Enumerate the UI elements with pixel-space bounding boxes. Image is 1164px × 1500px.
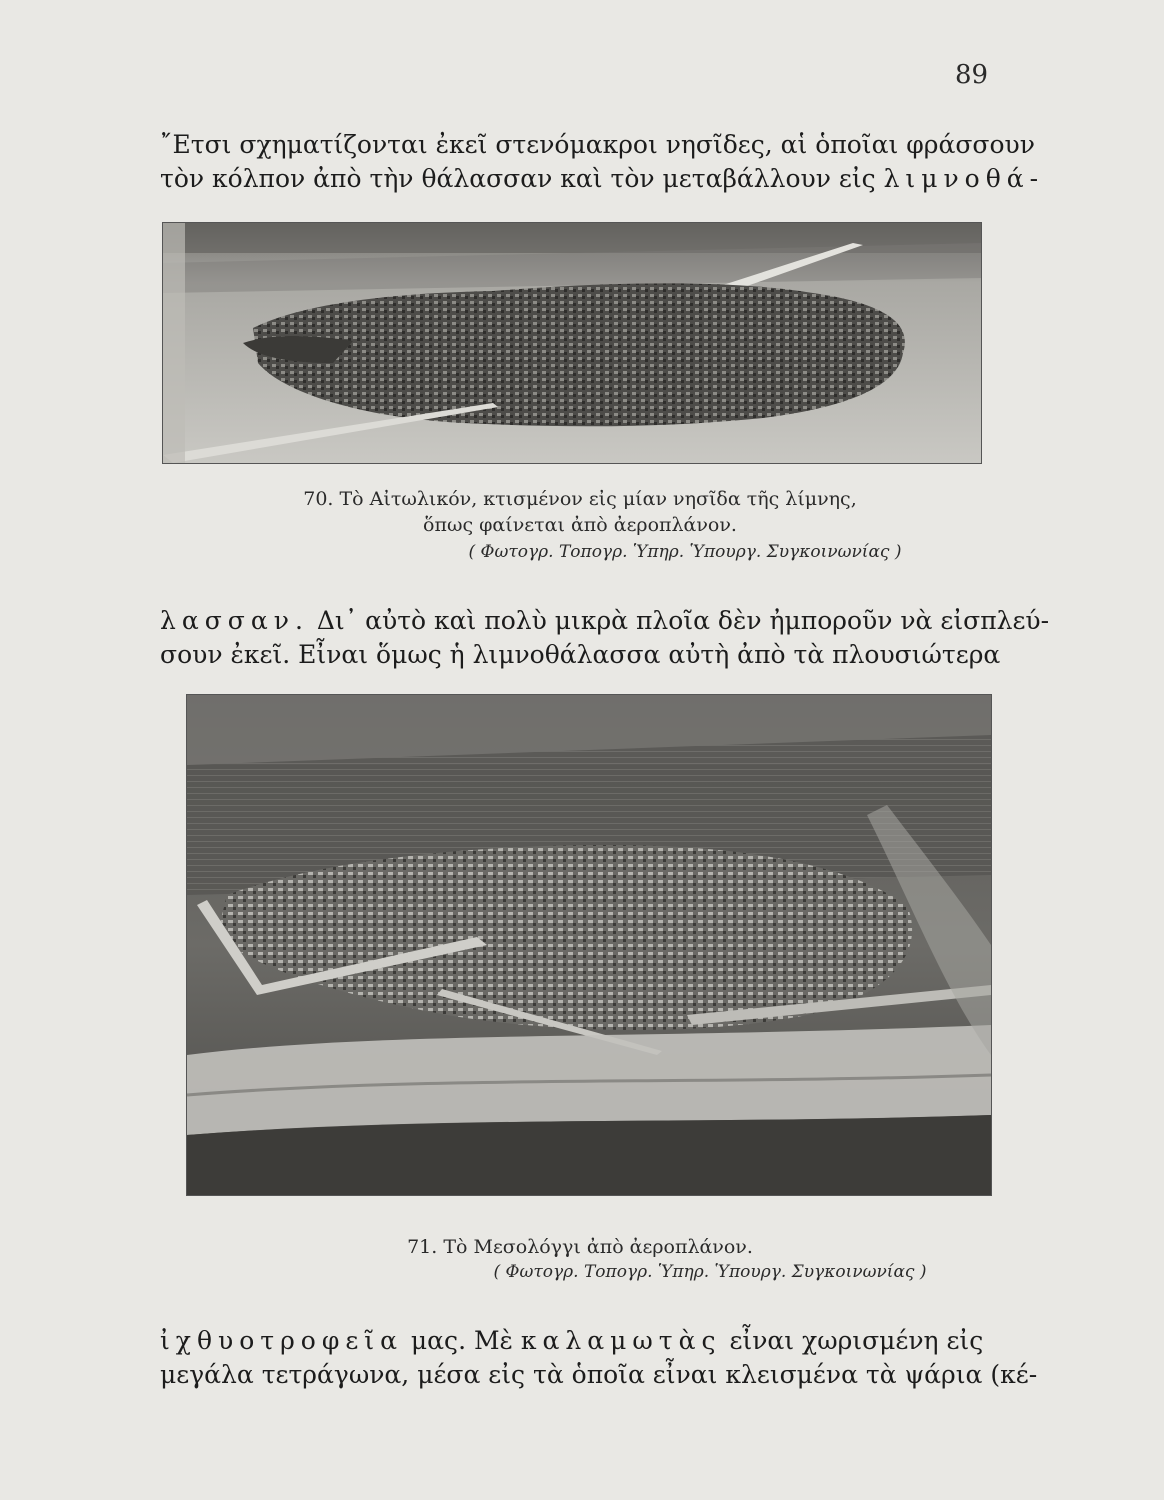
text-segment: μας. Μὲ: [402, 1326, 521, 1355]
photo-credit: ( Φωτογρ. Τοπογρ. Ὑπηρ. Ὑπουργ. Συγκοινωνίας ): [468, 542, 902, 562]
photo-mesolonghi: [186, 694, 992, 1196]
spaced-word: λιμνοθά-: [883, 164, 1045, 193]
text-line: [160, 162, 1045, 196]
text-line: σουν ἐκεῖ. Εἶναι ὅμως ἡ λιμνοθάλασσα αὐτὴ ἀπὸ τὰ πλουσιώτερα: [160, 640, 1001, 669]
text-segment: εἶναι χωρισμένη εἰς: [721, 1326, 984, 1355]
text-line: μεγάλα τετράγωνα, μέσα εἰς τὰ ὁποῖα εἶναι κλεισμένα τὰ ψάρια (κέ-: [160, 1360, 1038, 1389]
spaced-word: λασσαν.: [160, 606, 309, 635]
photo-aitoliko: [162, 222, 982, 464]
spaced-word: καλαμωτὰς: [520, 1326, 722, 1355]
figure-caption: 71. Τὸ Μεσολόγγι ἀπὸ ἀεροπλάνον.: [407, 1236, 753, 1258]
figure-caption: ὅπως φαίνεται ἀπὸ ἀεροπλάνον.: [423, 514, 737, 536]
spaced-word: ἰχθυοτροφεῖα: [160, 1326, 403, 1355]
text-line: [160, 1324, 1000, 1358]
figure-caption: 70. Τὸ Αἰτωλικόν, κτισμένον εἰς μίαν νησῖδα τῆς λίμνης,: [303, 488, 857, 510]
photo-credit: ( Φωτογρ. Τοπογρ. Ὑπηρ. Ὑπουργ. Συγκοινωνίας ): [493, 1262, 927, 1282]
text-line: [160, 604, 1050, 638]
text-segment: τὸν κόλπον ἀπὸ τὴν θάλασσαν καὶ τὸν μεταβάλλουν εἰς: [160, 164, 884, 193]
page-number: 89: [955, 60, 989, 90]
text-segment: Δι᾿ αὐτὸ καὶ πολὺ μικρὰ πλοῖα δὲν ἠμποροῦν νὰ εἰσπλεύ-: [308, 606, 1050, 635]
text-line: ῎Ετσι σχηματίζονται ἐκεῖ στενόμακροι νησῖδες, αἱ ὁποῖαι φράσσουν: [160, 130, 1035, 159]
